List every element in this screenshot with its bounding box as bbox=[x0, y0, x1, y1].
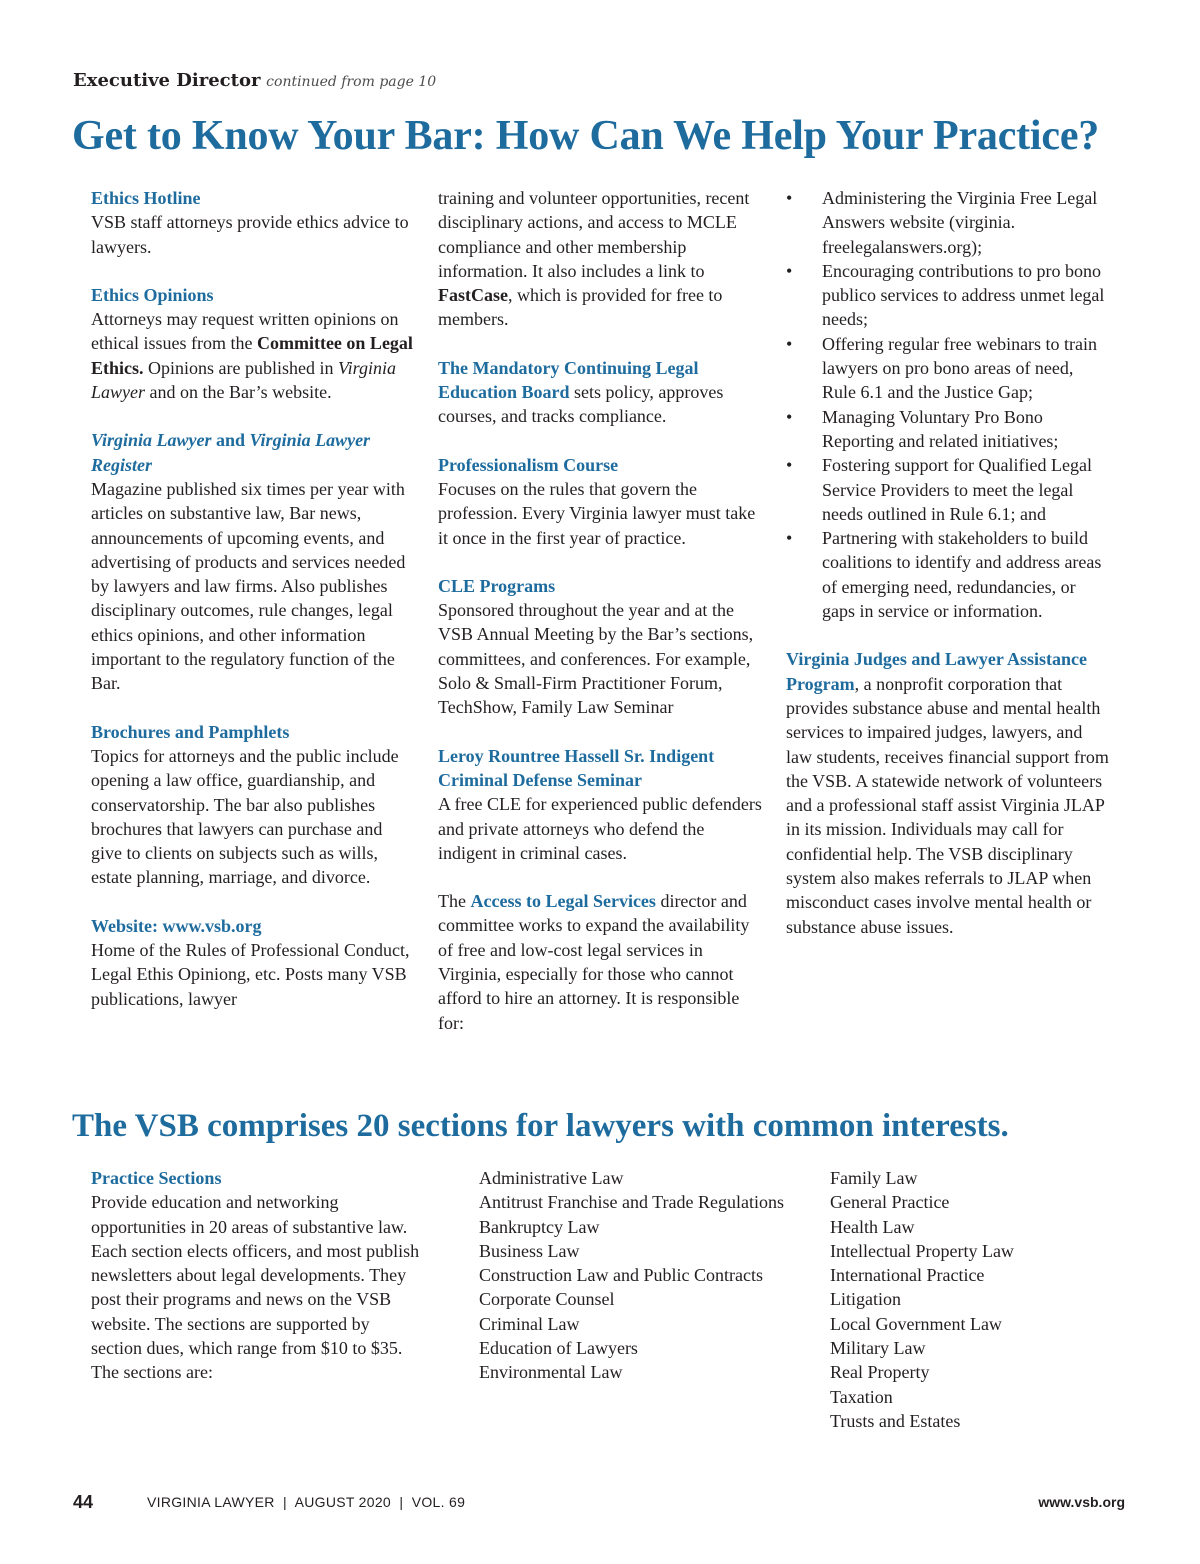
brochures-block bbox=[91, 720, 415, 890]
publication-info: VIRGINIA LAWYER | AUGUST 2020 | VOL. 69 bbox=[147, 1494, 466, 1510]
practice-sections-heading: Practice Sections bbox=[91, 1168, 222, 1188]
list-item: • Encouraging contributions to pro bono publico services to address unmet legal needs; bbox=[786, 259, 1110, 332]
ethics-opinions-block bbox=[91, 283, 415, 404]
column-2 bbox=[438, 186, 764, 1059]
brochures-heading: Brochures and Pamphlets bbox=[91, 721, 290, 742]
ethics-hotline-block bbox=[91, 186, 415, 259]
column-3 bbox=[786, 186, 1110, 963]
list-item: Construction Law and Public Contracts bbox=[479, 1265, 763, 1286]
access-heading: Access to Legal Services bbox=[470, 891, 656, 912]
access-body: The Access to Legal Services director and committee works to expand the availability of free and low-cost legal services in Virginia, especially for those who cannot afford to hire an attorney. It is responsible for: bbox=[438, 891, 750, 1033]
list-item: Education of Lawyers bbox=[479, 1338, 638, 1359]
ethics-hotline-body: VSB staff attorneys provide ethics advice to lawyers. bbox=[91, 212, 409, 257]
website-continued-block bbox=[438, 186, 764, 332]
list-item: Litigation bbox=[830, 1289, 901, 1310]
list-item: Family Law bbox=[830, 1168, 918, 1188]
magazine-heading: Virginia Lawyer and Virginia Lawyer Register bbox=[91, 430, 371, 475]
list-item: Intellectual Property Law bbox=[830, 1240, 1014, 1261]
cle-heading: CLE Programs bbox=[438, 575, 556, 596]
ethics-opinions-body: Attorneys may request written opinions on ethical issues from the Committee on Legal Ethics. Opinions are published in Virginia Lawyer and on the Bar’s website. bbox=[91, 309, 413, 403]
practice-sections-column bbox=[91, 1166, 421, 1385]
brochures-body: Topics for attorneys and the public include opening a law office, guardianship, and conservatorship. The bar also publishes brochures that lawyers can purchase and give to clients on subjects such as wills, estate planning, marriage, and divorce. bbox=[91, 745, 399, 888]
list-item: Environmental Law bbox=[479, 1362, 623, 1383]
mcle-heading: The Mandatory Continuing Legal Education Board bbox=[438, 357, 699, 403]
access-responsibilities-list bbox=[786, 186, 1110, 623]
ethics-opinions-heading: Ethics Opinions bbox=[91, 284, 214, 305]
footer-website[interactable]: www.vsb.org bbox=[1038, 1494, 1125, 1510]
sections-list-b-column bbox=[830, 1166, 1150, 1433]
magazine-body: Magazine published six times per year with articles on substantive law, Bar news, announcements of upcoming events, and advertising of products and services needed by lawyers and law firms. Also publishes disciplinary outcomes, rule changes, legal ethics opinions, and other information important to the regulatory function of the Bar. bbox=[91, 478, 406, 694]
committee-name: Committee on Legal Ethics. bbox=[91, 333, 413, 378]
practice-sections-body: Provide education and networking opportunities in 20 areas of substantive law. Each section elects officers, and most publish newsletters about legal developments. They post their programs and news on the VSB website. The sections are supported by section dues, which range from $10 to $35. The sections are: bbox=[91, 1192, 420, 1383]
professionalism-block bbox=[438, 453, 764, 550]
list-item: General Practice bbox=[830, 1192, 950, 1213]
list-item: Taxation bbox=[830, 1386, 893, 1407]
jlap-block bbox=[786, 647, 1110, 939]
list-item: • Administering the Virginia Free Legal Answers website (virginia. freelegalanswers.org); bbox=[786, 186, 1110, 259]
hassell-block bbox=[438, 744, 764, 865]
column-1 bbox=[91, 186, 415, 1035]
mcle-body: The Mandatory Continuing Legal Education Board sets policy, approves courses, and tracks compliance. bbox=[438, 357, 724, 427]
kicker-continued: continued from page 10 bbox=[266, 74, 437, 90]
sections-list-b bbox=[830, 1166, 1150, 1433]
list-item: • Partnering with stakeholders to build coalitions to identify and address areas of emerging need, redundancies, or gaps in service or information. bbox=[786, 526, 1110, 623]
list-item: Real Property bbox=[830, 1362, 930, 1383]
list-item: Business Law bbox=[479, 1240, 580, 1261]
kicker-title: Executive Director bbox=[73, 70, 261, 91]
magazine-block bbox=[91, 428, 415, 695]
list-item: Trusts and Estates bbox=[830, 1410, 961, 1431]
access-block bbox=[438, 889, 764, 1035]
list-item: Corporate Counsel bbox=[479, 1289, 615, 1310]
list-item: Administrative Law bbox=[479, 1168, 624, 1188]
sections-headline: The VSB comprises 20 sections for lawyers with common interests. bbox=[72, 1108, 1009, 1144]
professionalism-heading: Professionalism Course bbox=[438, 454, 619, 475]
continuation-kicker bbox=[73, 70, 436, 91]
fastcase-link: FastCase bbox=[438, 285, 508, 306]
list-item: International Practice bbox=[830, 1265, 985, 1286]
list-item: • Offering regular free webinars to train lawyers on pro bono areas of need, Rule 6.1 and the Justice Gap; bbox=[786, 332, 1110, 405]
list-item: Criminal Law bbox=[479, 1313, 580, 1334]
list-item: • Fostering support for Qualified Legal Service Providers to meet the legal needs outlined in Rule 6.1; and bbox=[786, 453, 1110, 526]
jlap-heading: Virginia Judges and Lawyer Assistance Program bbox=[786, 649, 1088, 694]
list-item: Health Law bbox=[830, 1216, 915, 1237]
sections-list-a-column bbox=[479, 1166, 799, 1385]
list-item: Bankruptcy Law bbox=[479, 1216, 600, 1237]
website-continued-body: training and volunteer opportunities, recent disciplinary actions, and access to MCLE compliance and other membership information. It also includes a link to FastCase, which is provided for free to members. bbox=[438, 188, 750, 330]
ethics-hotline-heading: Ethics Hotline bbox=[91, 188, 201, 208]
page-number: 44 bbox=[73, 1492, 94, 1512]
website-block bbox=[91, 914, 415, 1011]
hassell-heading: Leroy Rountree Hassell Sr. Indigent Criminal Defense Seminar bbox=[438, 745, 715, 790]
website-body: Home of the Rules of Professional Conduct, Legal Ethis Opiniong, etc. Posts many VSB publications, lawyer bbox=[91, 940, 410, 1009]
cle-body: Sponsored throughout the year and at the VSB Annual Meeting by the Bar’s sections, committees, and conferences. For example, Solo & Small-Firm Practitioner Forum, TechShow, Family Law Seminar bbox=[438, 600, 754, 718]
cle-block bbox=[438, 574, 764, 720]
website-heading[interactable]: Website: www.vsb.org bbox=[91, 915, 262, 936]
sections-list-a bbox=[479, 1166, 799, 1385]
list-item: Local Government Law bbox=[830, 1313, 1002, 1334]
mcle-block bbox=[438, 356, 764, 429]
hassell-body: A free CLE for experienced public defenders and private attorneys who defend the indigent in criminal cases. bbox=[438, 794, 762, 863]
professionalism-body: Focuses on the rules that govern the profession. Every Virginia lawyer must take it once in the first year of practice. bbox=[438, 478, 756, 548]
page-headline: Get to Know Your Bar: How Can We Help Your Practice? bbox=[72, 113, 1100, 159]
jlap-body: Virginia Judges and Lawyer Assistance Program, a nonprofit corporation that provides substance abuse and mental health services to impaired judges, lawyers, and law students, receives financial support from the VSB. A statewide network of volunteers and a professional staff assist Virginia JLAP in its mission. Individuals may call for confidential help. The VSB disciplinary system also makes referrals to JLAP when misconduct cases involve mental health or substance abuse issues. bbox=[786, 649, 1109, 937]
list-item: • Managing Voluntary Pro Bono Reporting and related initiatives; bbox=[786, 405, 1110, 454]
publication-name: Virginia Lawyer bbox=[91, 357, 396, 403]
list-item: Antitrust Franchise and Trade Regulations bbox=[479, 1192, 784, 1213]
list-item: Military Law bbox=[830, 1338, 926, 1359]
